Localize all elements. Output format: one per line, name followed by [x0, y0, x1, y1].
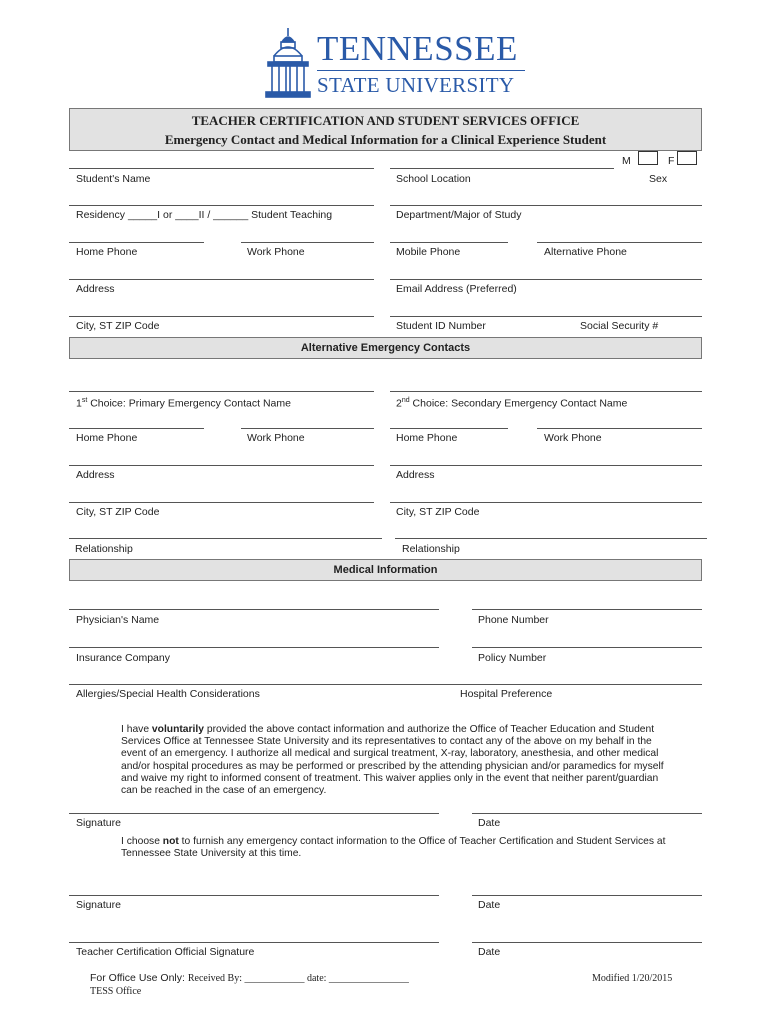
- sex-f-label: F: [668, 155, 675, 167]
- secondary-contact-label: 2nd Choice: Secondary Emergency Contact Name: [396, 397, 628, 410]
- alt-phone-label: Alternative Phone: [544, 246, 627, 258]
- logo-line1: TENNESSEE: [317, 29, 518, 68]
- office-use-label: For Office Use Only:: [90, 972, 188, 984]
- signature-label-2: Signature: [76, 899, 121, 911]
- contact2-relationship-line[interactable]: [395, 538, 707, 539]
- date-label-1: Date: [478, 817, 501, 829]
- policy-line[interactable]: [472, 647, 702, 648]
- contact2-home-phone-label: Home Phone: [396, 432, 458, 444]
- department-line[interactable]: [390, 205, 702, 206]
- insurance-label: Insurance Company: [76, 652, 170, 664]
- physician-line[interactable]: [69, 609, 439, 610]
- ssn-label: Social Security #: [580, 320, 659, 332]
- form-subtitle: Emergency Contact and Medical Information for a Clinical Experience Student: [164, 132, 607, 147]
- contact1-work-phone-line[interactable]: [241, 428, 374, 429]
- official-signature-line[interactable]: [69, 942, 439, 943]
- secondary-contact-line[interactable]: [390, 391, 702, 392]
- decline-paragraph: I choose not to furnish any emergency contact information to the Office of Teacher Certification and Student Services at Tennessee State University at this time.: [121, 836, 666, 860]
- contact1-relationship-line[interactable]: [69, 538, 382, 539]
- mobile-phone-line[interactable]: [390, 242, 508, 243]
- email-label: Email Address (Preferred): [396, 283, 517, 295]
- contact2-work-phone-line[interactable]: [537, 428, 702, 429]
- official-signature-label: Teacher Certification Official Signature: [76, 946, 255, 958]
- home-phone-line[interactable]: [69, 242, 204, 243]
- date-line-2[interactable]: [472, 895, 702, 896]
- residency-label: Residency _____I or ____II / ______ Student Teaching: [76, 209, 333, 221]
- contact1-home-phone-line[interactable]: [69, 428, 204, 429]
- medical-info-header: Medical Information: [69, 559, 702, 581]
- contact2-relationship-label: Relationship: [402, 543, 460, 555]
- office-use-line: [90, 972, 409, 984]
- student-name-line[interactable]: [69, 168, 374, 169]
- allergies-line[interactable]: [69, 684, 702, 685]
- allergies-label: Allergies/Special Health Considerations: [76, 688, 260, 700]
- home-phone-label: Home Phone: [76, 246, 138, 258]
- received-by: Received By: ____________ date: ________________: [187, 973, 409, 984]
- school-location-line[interactable]: [390, 168, 614, 169]
- contact1-home-phone-label: Home Phone: [76, 432, 138, 444]
- logo-divider: [317, 70, 525, 71]
- consent-paragraph: I have voluntarily provided the above contact information and authorize the Office of Teacher Education and Student Services Office at Tennessee State University and its representatives to contact any of the above on my behalf in the event of an emergency. I authorize all medical and surgical treatment, X-ray, laboratory, anesthesia, and other medical and/or hospital procedures as may be performed or prescribed by the attending physician and/or paramedics for myself and waive my right to informed consent of treatment. This waiver applies only in the event that neither parent/guardian can be reached in the case of an emergency.: [121, 724, 664, 797]
- form-header: [69, 108, 702, 151]
- date-line-1[interactable]: [472, 813, 702, 814]
- alt-phone-line[interactable]: [537, 242, 702, 243]
- student-id-line[interactable]: [390, 316, 702, 317]
- insurance-line[interactable]: [69, 647, 439, 648]
- physician-phone-line[interactable]: [472, 609, 702, 610]
- contact1-relationship-label: Relationship: [75, 543, 133, 555]
- sex-f-checkbox[interactable]: [677, 151, 697, 165]
- contact2-city-label: City, ST ZIP Code: [396, 506, 480, 518]
- physician-label: Physician's Name: [76, 614, 160, 626]
- contact2-city-line[interactable]: [390, 502, 702, 503]
- primary-contact-label: 1st Choice: Primary Emergency Contact Name: [76, 397, 291, 410]
- emergency-contacts-header: Alternative Emergency Contacts: [69, 337, 702, 359]
- date-label-3: Date: [478, 946, 501, 958]
- contact2-address-label: Address: [396, 469, 435, 481]
- signature-label-1: Signature: [76, 817, 121, 829]
- policy-label: Policy Number: [478, 652, 547, 664]
- sex-m-checkbox[interactable]: [638, 151, 658, 165]
- signature-line-2[interactable]: [69, 895, 439, 896]
- contact1-work-phone-label: Work Phone: [247, 432, 305, 444]
- physician-phone-label: Phone Number: [478, 614, 549, 626]
- form-title: TEACHER CERTIFICATION AND STUDENT SERVICES OFFICE: [191, 113, 580, 128]
- sex-label: Sex: [649, 173, 668, 185]
- city-label: City, ST ZIP Code: [76, 320, 160, 332]
- primary-contact-line[interactable]: [69, 391, 374, 392]
- department-label: Department/Major of Study: [396, 209, 522, 221]
- building-dome-icon: [265, 28, 311, 98]
- contact2-home-phone-line[interactable]: [390, 428, 508, 429]
- work-phone-line[interactable]: [241, 242, 374, 243]
- sex-m-label: M: [622, 155, 631, 167]
- email-line[interactable]: [390, 279, 702, 280]
- tess-office-label: TESS Office: [90, 986, 142, 997]
- modified-date: Modified 1/20/2015: [592, 973, 673, 984]
- university-logo: [265, 28, 530, 98]
- signature-line-1[interactable]: [69, 813, 439, 814]
- hospital-label: Hospital Preference: [460, 688, 553, 700]
- residency-line[interactable]: [69, 205, 374, 206]
- date-line-3[interactable]: [472, 942, 702, 943]
- city-line[interactable]: [69, 316, 374, 317]
- student-id-label: Student ID Number: [396, 320, 486, 332]
- logo-line2: STATE UNIVERSITY: [317, 73, 515, 97]
- contact1-city-label: City, ST ZIP Code: [76, 506, 160, 518]
- date-label-2: Date: [478, 899, 501, 911]
- school-location-label: School Location: [396, 173, 471, 185]
- contact2-address-line[interactable]: [390, 465, 702, 466]
- contact2-work-phone-label: Work Phone: [544, 432, 602, 444]
- address-label: Address: [76, 283, 115, 295]
- contact1-city-line[interactable]: [69, 502, 374, 503]
- work-phone-label: Work Phone: [247, 246, 305, 258]
- address-line[interactable]: [69, 279, 374, 280]
- mobile-phone-label: Mobile Phone: [396, 246, 461, 258]
- student-name-label: Student's Name: [76, 173, 151, 185]
- contact1-address-line[interactable]: [69, 465, 374, 466]
- contact1-address-label: Address: [76, 469, 115, 481]
